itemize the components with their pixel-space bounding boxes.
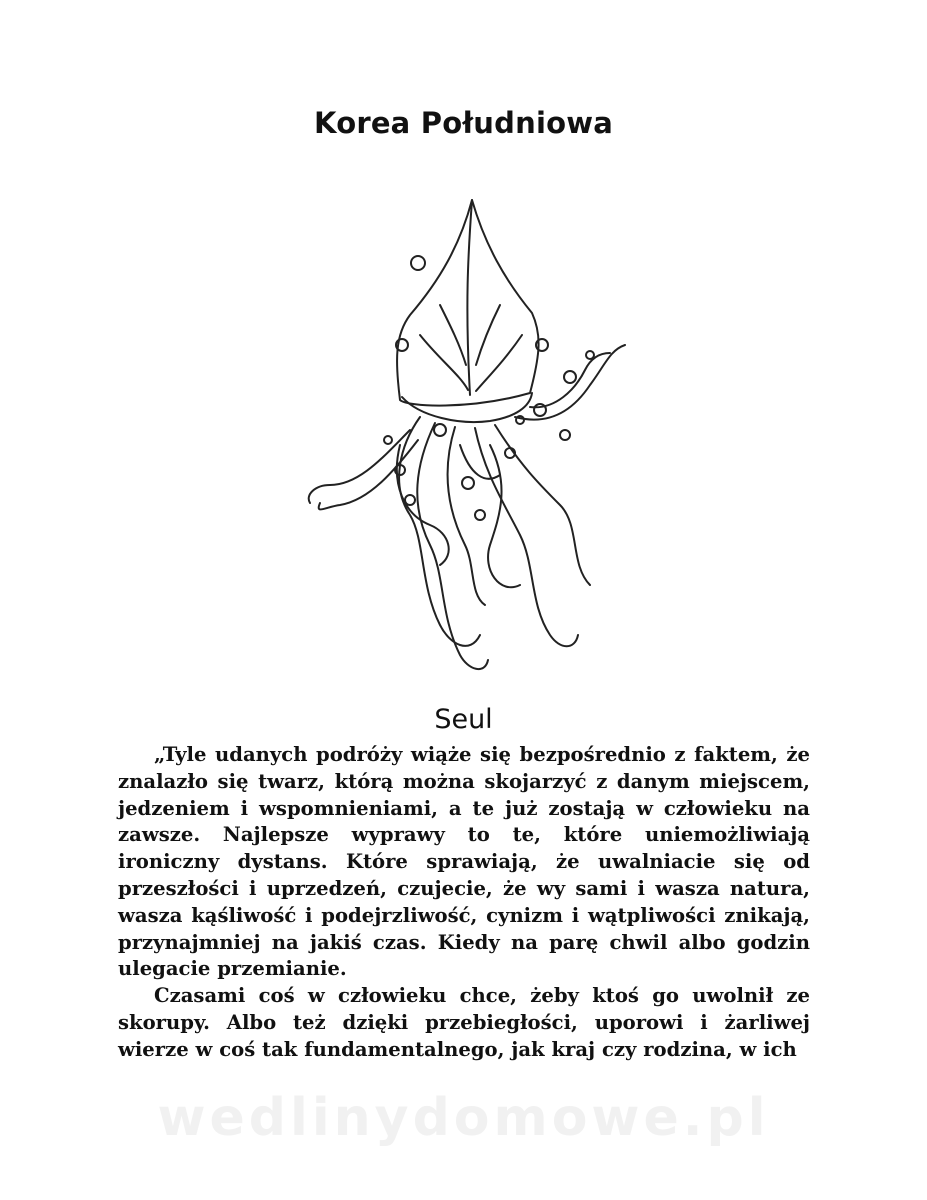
- paragraph: „Tyle udanych podróży wiąże się bezpośrednio z faktem, że znalazło się twarz, którą można skojarzyć z danym miejscem, jedzeniem i wspomnieniami, a te już zostają w człowieku na zawsze. Najlepsze wyprawy to te, które uniemożliwiają ironiczny dystans. Które sprawiają, że uwalniacie się od przeszłości i uprzedzeń, czujecie, że wy sami i wasza natura, wasza kąśliwość i podejrzliwość, cynizm i wątpliwości znikają, przynajmniej na jakiś czas. Kiedy na parę chwil albo godzin ulegacie przemianie.: [118, 743, 810, 981]
- body-text: [118, 742, 810, 1064]
- section-title: Seul: [434, 704, 493, 735]
- squid-illustration-icon: [290, 185, 635, 695]
- paragraph: Czasami coś w człowieku chce, żeby ktoś go uwolnił ze skorupy. Albo też dzięki przebiegłości, uporowi i żarliwej wierze w coś tak fundamentalnego, jak kraj czy rodzina, w ich: [118, 984, 810, 1061]
- watermark: wedlinydomowe.pl: [157, 1088, 770, 1148]
- chapter-title: Korea Południowa: [314, 106, 613, 140]
